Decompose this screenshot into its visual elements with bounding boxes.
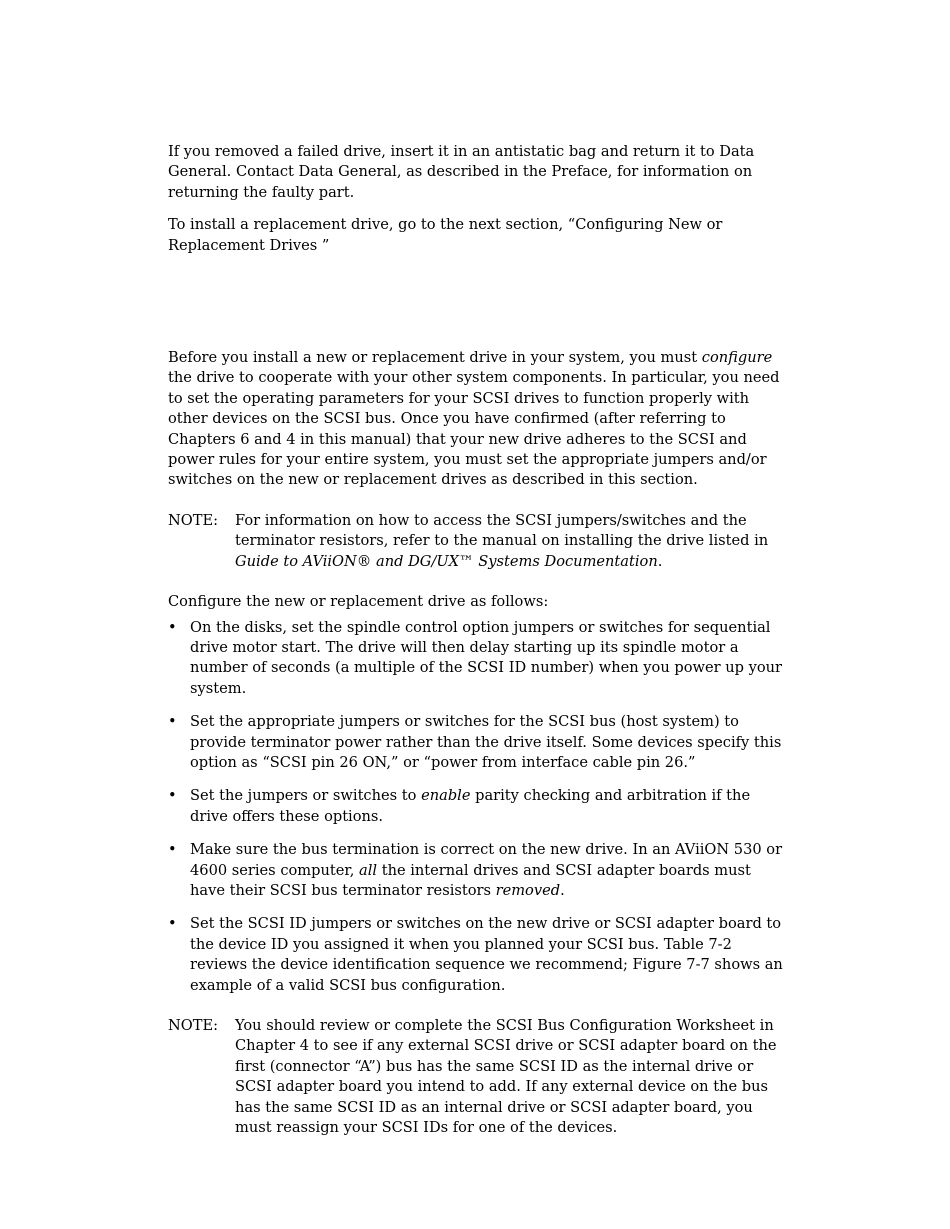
spindle-step: On the disks, set the spindle control option jumpers or switches for sequential drive motor start. The drive will then delay starting up its spindle motor a number of seconds (a multiple of the SCSI ID number) when you power up your system. — [190, 618, 783, 697]
note-scsi-access — [168, 511, 783, 572]
list-item — [168, 712, 783, 773]
removed-emphasis: removed — [495, 881, 561, 899]
enable-emphasis: enable — [421, 787, 471, 805]
note-end: . — [657, 552, 663, 570]
document-page — [168, 142, 783, 1158]
list-item — [168, 618, 783, 700]
termination-text-start: Make sure the bus termination is correct on the new drive. In an AViiON 530 or 4600 series computer, — [190, 841, 783, 879]
termination-text-end: . — [560, 881, 565, 899]
list-item — [168, 786, 783, 827]
termination-step — [190, 840, 783, 901]
intro-text-start: Before you install a new or replacement drive in your system, you must — [168, 349, 702, 367]
list-item — [168, 840, 783, 901]
note-body — [235, 511, 783, 572]
failed-drive-paragraph: If you removed a failed drive, insert it in an antistatic bag and return it to Data General. Contact Data General, as described in the Preface, for information on returning the faulty part. — [168, 143, 755, 201]
terminator-power-step: Set the appropriate jumpers or switches for the SCSI bus (host system) to provide terminator power rather than the drive itself. Some devices specify this option as “SCSI pin 26 ON,” or “power from interface cable pin 26.” — [190, 713, 782, 771]
list-item — [168, 914, 783, 996]
note-scsi-worksheet — [168, 1016, 783, 1138]
install-replacement-paragraph: To install a replacement drive, go to the next section, “Configuring New or Replacement Drives ” — [168, 216, 723, 254]
bullet-marker: • — [168, 915, 177, 933]
configuration-steps-list — [168, 618, 783, 997]
scsi-id-step: Set the SCSI ID jumpers or switches on the new drive or SCSI adapter board to the device ID you assigned it when you planned your SCSI bus. Table 7-2 reviews the device identification sequence we recommend; Figure 7-7 shows an example of a valid SCSI bus configuration. — [190, 915, 783, 994]
note-label: NOTE: — [168, 511, 219, 529]
configuring-intro-paragraph — [168, 348, 783, 491]
termination-text-middle: the internal drives and SCSI adapter boards must have their SCSI bus terminator resistors — [190, 861, 751, 899]
parity-text-start: Set the jumpers or switches to — [190, 787, 422, 805]
bullet-marker: • — [168, 841, 177, 859]
note-body: You should review or complete the SCSI Bus Configuration Worksheet in Chapter 4 to see if any external SCSI drive or SCSI adapter board on the first (connector “A”) bus has the same SCSI ID as the internal drive or SCSI adapter board you intend to add. If any external device on the bus has the same SCSI ID as an internal drive or SCSI adapter board, you must reassign your SCSI IDs for one of the devices. — [235, 1017, 777, 1137]
parity-text-end: parity checking and arbitration if the drive offers these options. — [190, 787, 751, 825]
all-emphasis: all — [359, 861, 378, 879]
note-label: NOTE: — [168, 1017, 219, 1034]
parity-step — [190, 786, 783, 827]
intro-text-end: the drive to cooperate with your other system components. In particular, you need to set the operating parameters for your SCSI drives to function properly with other devices on the SCSI bus. Once you have confirmed (after referring to Chapters 6 and 4 in this manual) that your new drive adheres to the SCSI and power rules for your entire system, you must set the appropriate jumpers and/or switches on the new or replacement drives as described in this section. — [168, 369, 780, 489]
bullet-marker: • — [168, 618, 177, 636]
bullet-marker: • — [168, 787, 177, 805]
bullet-marker: • — [168, 713, 177, 731]
intro-configure-emphasis: configure — [701, 349, 773, 367]
guide-title: Guide to AViiON® and DG/UX™ Systems Documentation — [235, 552, 658, 570]
note-text: For information on how to access the SCSI jumpers/switches and the terminator resistors, refer to the manual on installing the drive listed in — [235, 511, 769, 550]
configure-as-follows: Configure the new or replacement drive as follows: — [168, 593, 549, 611]
